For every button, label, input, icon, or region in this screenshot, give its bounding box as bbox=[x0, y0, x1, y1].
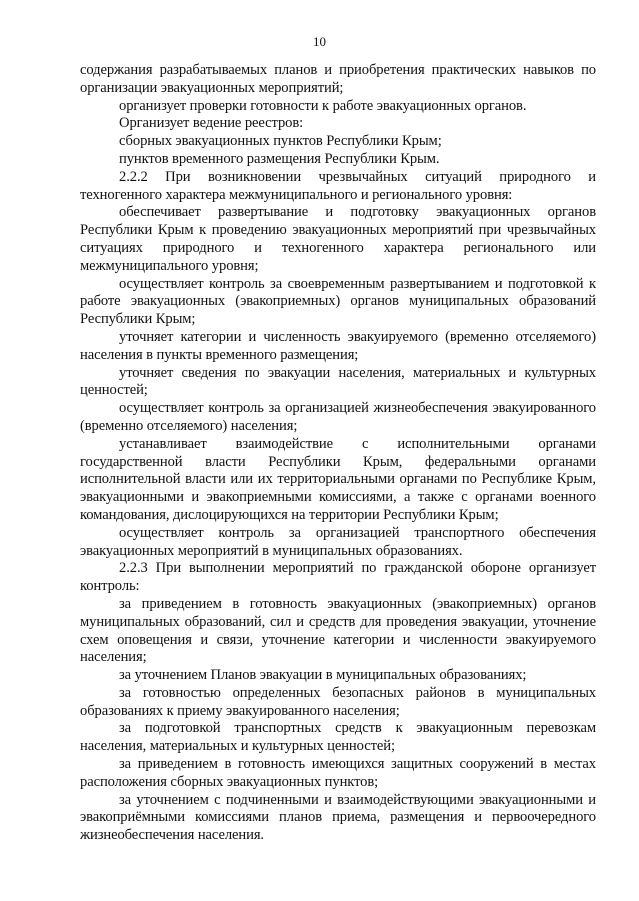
paragraph: устанавливает взаимодействие с исполнительными органами государственной власти Республики Крым, федеральными органами исполнительной власти или их территориальными органами по Республике Крым, эвакуационными и эвакоприемными комиссиями, а также с органами военного командования, дислоцирующихся на территории Республики Крым; bbox=[80, 435, 596, 523]
paragraph: содержания разрабатываемых планов и приобретения практических навыков по организации эвакуационных мероприятий; bbox=[80, 62, 596, 96]
paragraph: за уточнением с подчиненными и взаимодействующими эвакуационными и эвакоприёмными комиссиями планов приема, размещения и первоочередного жизнеобеспечения населения. bbox=[80, 791, 596, 844]
paragraph: уточняет категории и численность эвакуируемого (временно отселяемого) населения в пункты временного размещения; bbox=[80, 328, 596, 363]
paragraph: Организует ведение реестров: bbox=[119, 115, 304, 132]
paragraph: за готовностью определенных безопасных районов в муниципальных образованиях к приему эвакуированного населения; bbox=[80, 684, 596, 719]
section-heading-2-2-2: 2.2.2 При возникновении чрезвычайных ситуаций природного и техногенного характера межмуниципального и регионального уровня: bbox=[80, 168, 596, 203]
paragraph: пунктов временного размещения Республики Крым. bbox=[119, 150, 440, 167]
paragraph: уточняет сведения по эвакуации населения, материальных и культурных ценностей; bbox=[80, 364, 596, 399]
paragraph: организует проверки готовности к работе эвакуационных органов. bbox=[119, 97, 527, 114]
paragraph: за подготовкой транспортных средств к эвакуационным перевозкам населения, материальных и культурных ценностей; bbox=[80, 720, 596, 755]
paragraph: осуществляет контроль за своевременным развертыванием и подготовкой к работе эвакуационных (эвакоприемных) органов муниципальных образований Республики Крым; bbox=[80, 275, 596, 328]
paragraph: за приведением в готовность эвакуационных (эвакоприемных) органов муниципальных образований, сил и средств для проведения эвакуации, уточнение схем оповещения и связи, уточнение категории и численности эвакуируемого населения; bbox=[80, 595, 596, 666]
page-number: 10 bbox=[313, 34, 326, 49]
document-body bbox=[80, 62, 596, 845]
paragraph: осуществляет контроль за организацией жизнеобеспечения эвакуированного (временно отселяемого) населения; bbox=[80, 400, 596, 434]
paragraph: за приведением в готовность имеющихся защитных сооружений в местах расположения сборных эвакуационных пунктов; bbox=[80, 756, 596, 790]
paragraph: обеспечивает развертывание и подготовку эвакуационных органов Республики Крым к проведению эвакуационных мероприятий при чрезвычайных ситуациях природного и техногенного характера регионального или межмуниципального уровня; bbox=[80, 204, 596, 274]
paragraph: сборных эвакуационных пунктов Республики Крым; bbox=[119, 133, 442, 150]
paragraph: за уточнением Планов эвакуации в муниципальных образованиях; bbox=[119, 667, 527, 684]
section-heading-2-2-3: 2.2.3 При выполнении мероприятий по гражданской обороне организует контроль: bbox=[80, 560, 596, 595]
paragraph: осуществляет контроль за организацией транспортного обеспечения эвакуационных мероприятий в муниципальных образованиях. bbox=[80, 524, 596, 559]
